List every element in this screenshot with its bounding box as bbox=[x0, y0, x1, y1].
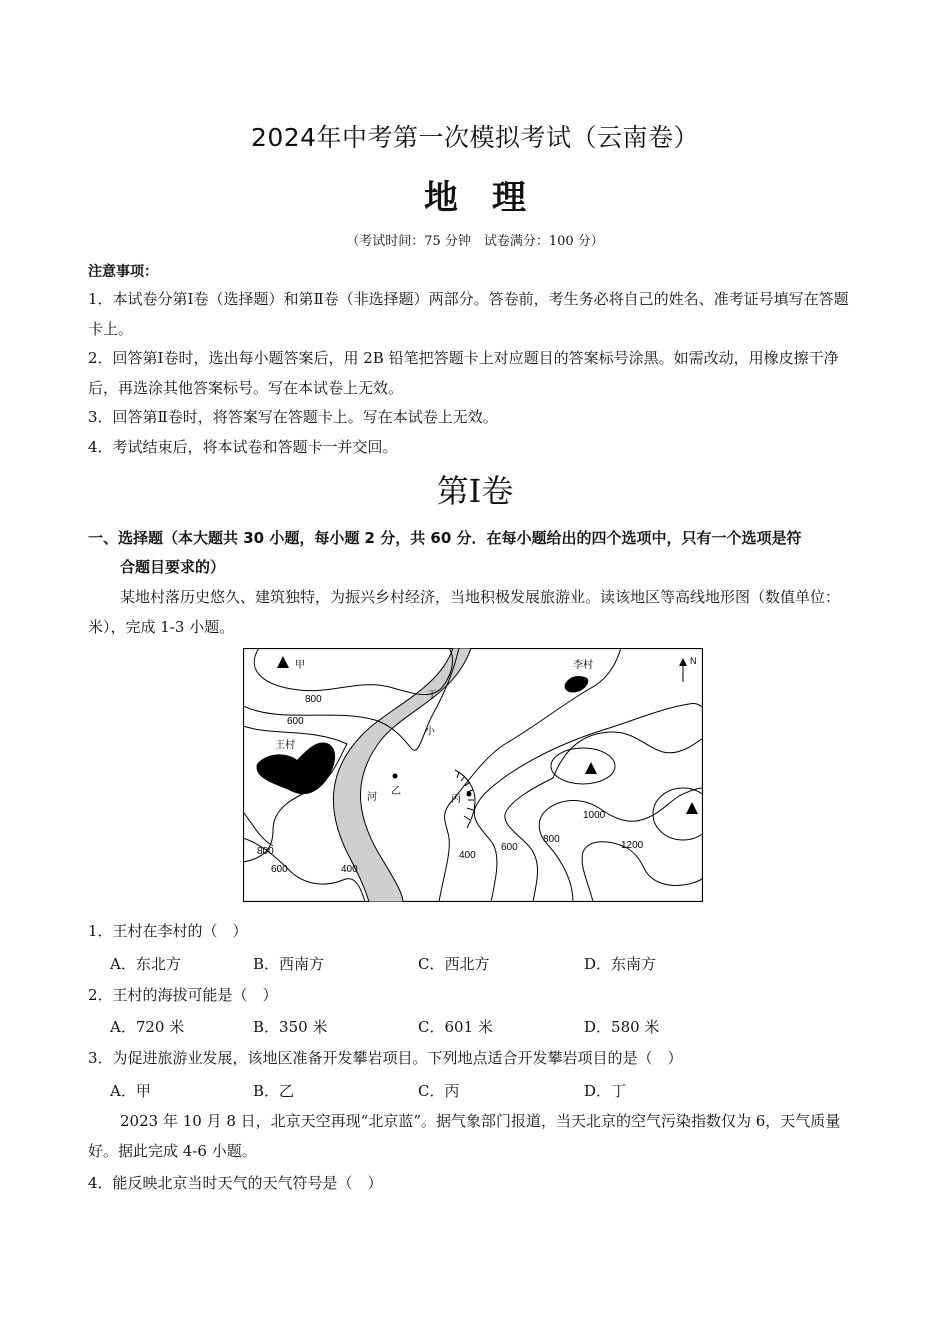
point-bing bbox=[467, 792, 472, 797]
question-4-stem: 4．能反映北京当时天气的天气符号是（ ） bbox=[88, 1174, 383, 1192]
option-b: B．乙 bbox=[253, 1082, 295, 1100]
label-bing: 丙 bbox=[451, 794, 461, 805]
label-he: 河 bbox=[367, 792, 377, 803]
question-2-stem: 2．王村的海拔可能是（ ） bbox=[88, 986, 278, 1004]
label-yi: 乙 bbox=[391, 786, 401, 797]
passage-1: 某地村落历史悠久、建筑独特，为振兴乡村经济，当地积极发展旅游业。读该地区等高线地形图（数值单位：米），完成 1-3 小题。 bbox=[88, 588, 841, 636]
contour-label: 800 bbox=[305, 694, 322, 705]
point-yi bbox=[393, 774, 398, 779]
option-b: B．350 米 bbox=[253, 1018, 328, 1036]
note-item: 1．本试卷分第Ⅰ卷（选择题）和第Ⅱ卷（非选择题）两部分。答卷前，考生务必将自己的姓名、准考证号填写在答题卡上。 bbox=[88, 290, 849, 338]
note-item: 3．回答第Ⅱ卷时，将答案写在答题卡上。写在本试卷上无效。 bbox=[88, 408, 498, 426]
label-licun: 李村 bbox=[573, 660, 593, 671]
option-b: B．西南方 bbox=[253, 955, 325, 973]
exam-meta: （考试时间：75 分钟 试卷满分：100 分） bbox=[346, 234, 604, 249]
option-d: D．丁 bbox=[584, 1082, 627, 1100]
question-3-stem: 3．为促进旅游业发展，该地区准备开发攀岩项目。下列地点适合开发攀岩项目的是（ ） bbox=[88, 1049, 683, 1067]
option-d: D．东南方 bbox=[584, 955, 657, 973]
contour-label: 600 bbox=[501, 842, 518, 853]
option-c: C．601 米 bbox=[418, 1018, 493, 1036]
option-c: C．丙 bbox=[418, 1082, 460, 1100]
contour-label: 1200 bbox=[621, 840, 644, 851]
label-ding: 丁 bbox=[427, 690, 437, 701]
option-a: A．甲 bbox=[110, 1082, 151, 1100]
label-north: N bbox=[690, 656, 697, 666]
section-heading bbox=[88, 524, 868, 582]
contour-label: 400 bbox=[459, 850, 476, 861]
contour-label: 800 bbox=[543, 834, 560, 845]
note-item: 2．回答第Ⅰ卷时，选出每小题答案后，用 2B 铅笔把答题卡上对应题目的答案标号涂黑。如需改动，用橡皮擦干净后，再选涂其他答案标号。写在本试卷上无效。 bbox=[88, 349, 839, 397]
section-heading-line1: 一、选择题（本大题共 30 小题，每小题 2 分，共 60 分．在每小题给出的四个选项中，只有一个选项是符 bbox=[88, 529, 802, 547]
option-c: C．西北方 bbox=[418, 955, 490, 973]
contour-label: 600 bbox=[287, 716, 304, 727]
option-a: A．720 米 bbox=[110, 1018, 185, 1036]
label-xiao: 小 bbox=[425, 726, 435, 737]
contour-label: 600 bbox=[271, 864, 288, 875]
passage-2: 2023 年 10 月 8 日，北京天空再现“北京蓝”。据气象部门报道，当天北京的空气污染指数仅为 6，天气质量好。据此完成 4-6 小题。 bbox=[88, 1112, 841, 1160]
contour-label: 400 bbox=[341, 864, 358, 875]
question-1-stem: 1．王村在李村的（ ） bbox=[88, 922, 248, 940]
label-wangcun: 王村 bbox=[275, 740, 295, 751]
option-a: A．东北方 bbox=[110, 955, 181, 973]
subject-title: 地 理 bbox=[424, 178, 526, 218]
contour-map bbox=[243, 648, 703, 902]
option-d: D．580 米 bbox=[584, 1018, 660, 1036]
exam-title: 2024年中考第一次模拟考试（云南卷） bbox=[250, 123, 700, 152]
volume-heading: 第Ⅰ卷 bbox=[436, 472, 514, 510]
contour-label: 800 bbox=[257, 846, 274, 857]
contour-label: 1000 bbox=[583, 810, 606, 821]
note-item: 4．考试结束后，将本试卷和答题卡一并交回。 bbox=[88, 438, 398, 456]
section-heading-line2: 合题目要求的） bbox=[120, 558, 226, 576]
label-jia: 甲 bbox=[295, 660, 305, 671]
notes-title: 注意事项： bbox=[88, 264, 158, 280]
